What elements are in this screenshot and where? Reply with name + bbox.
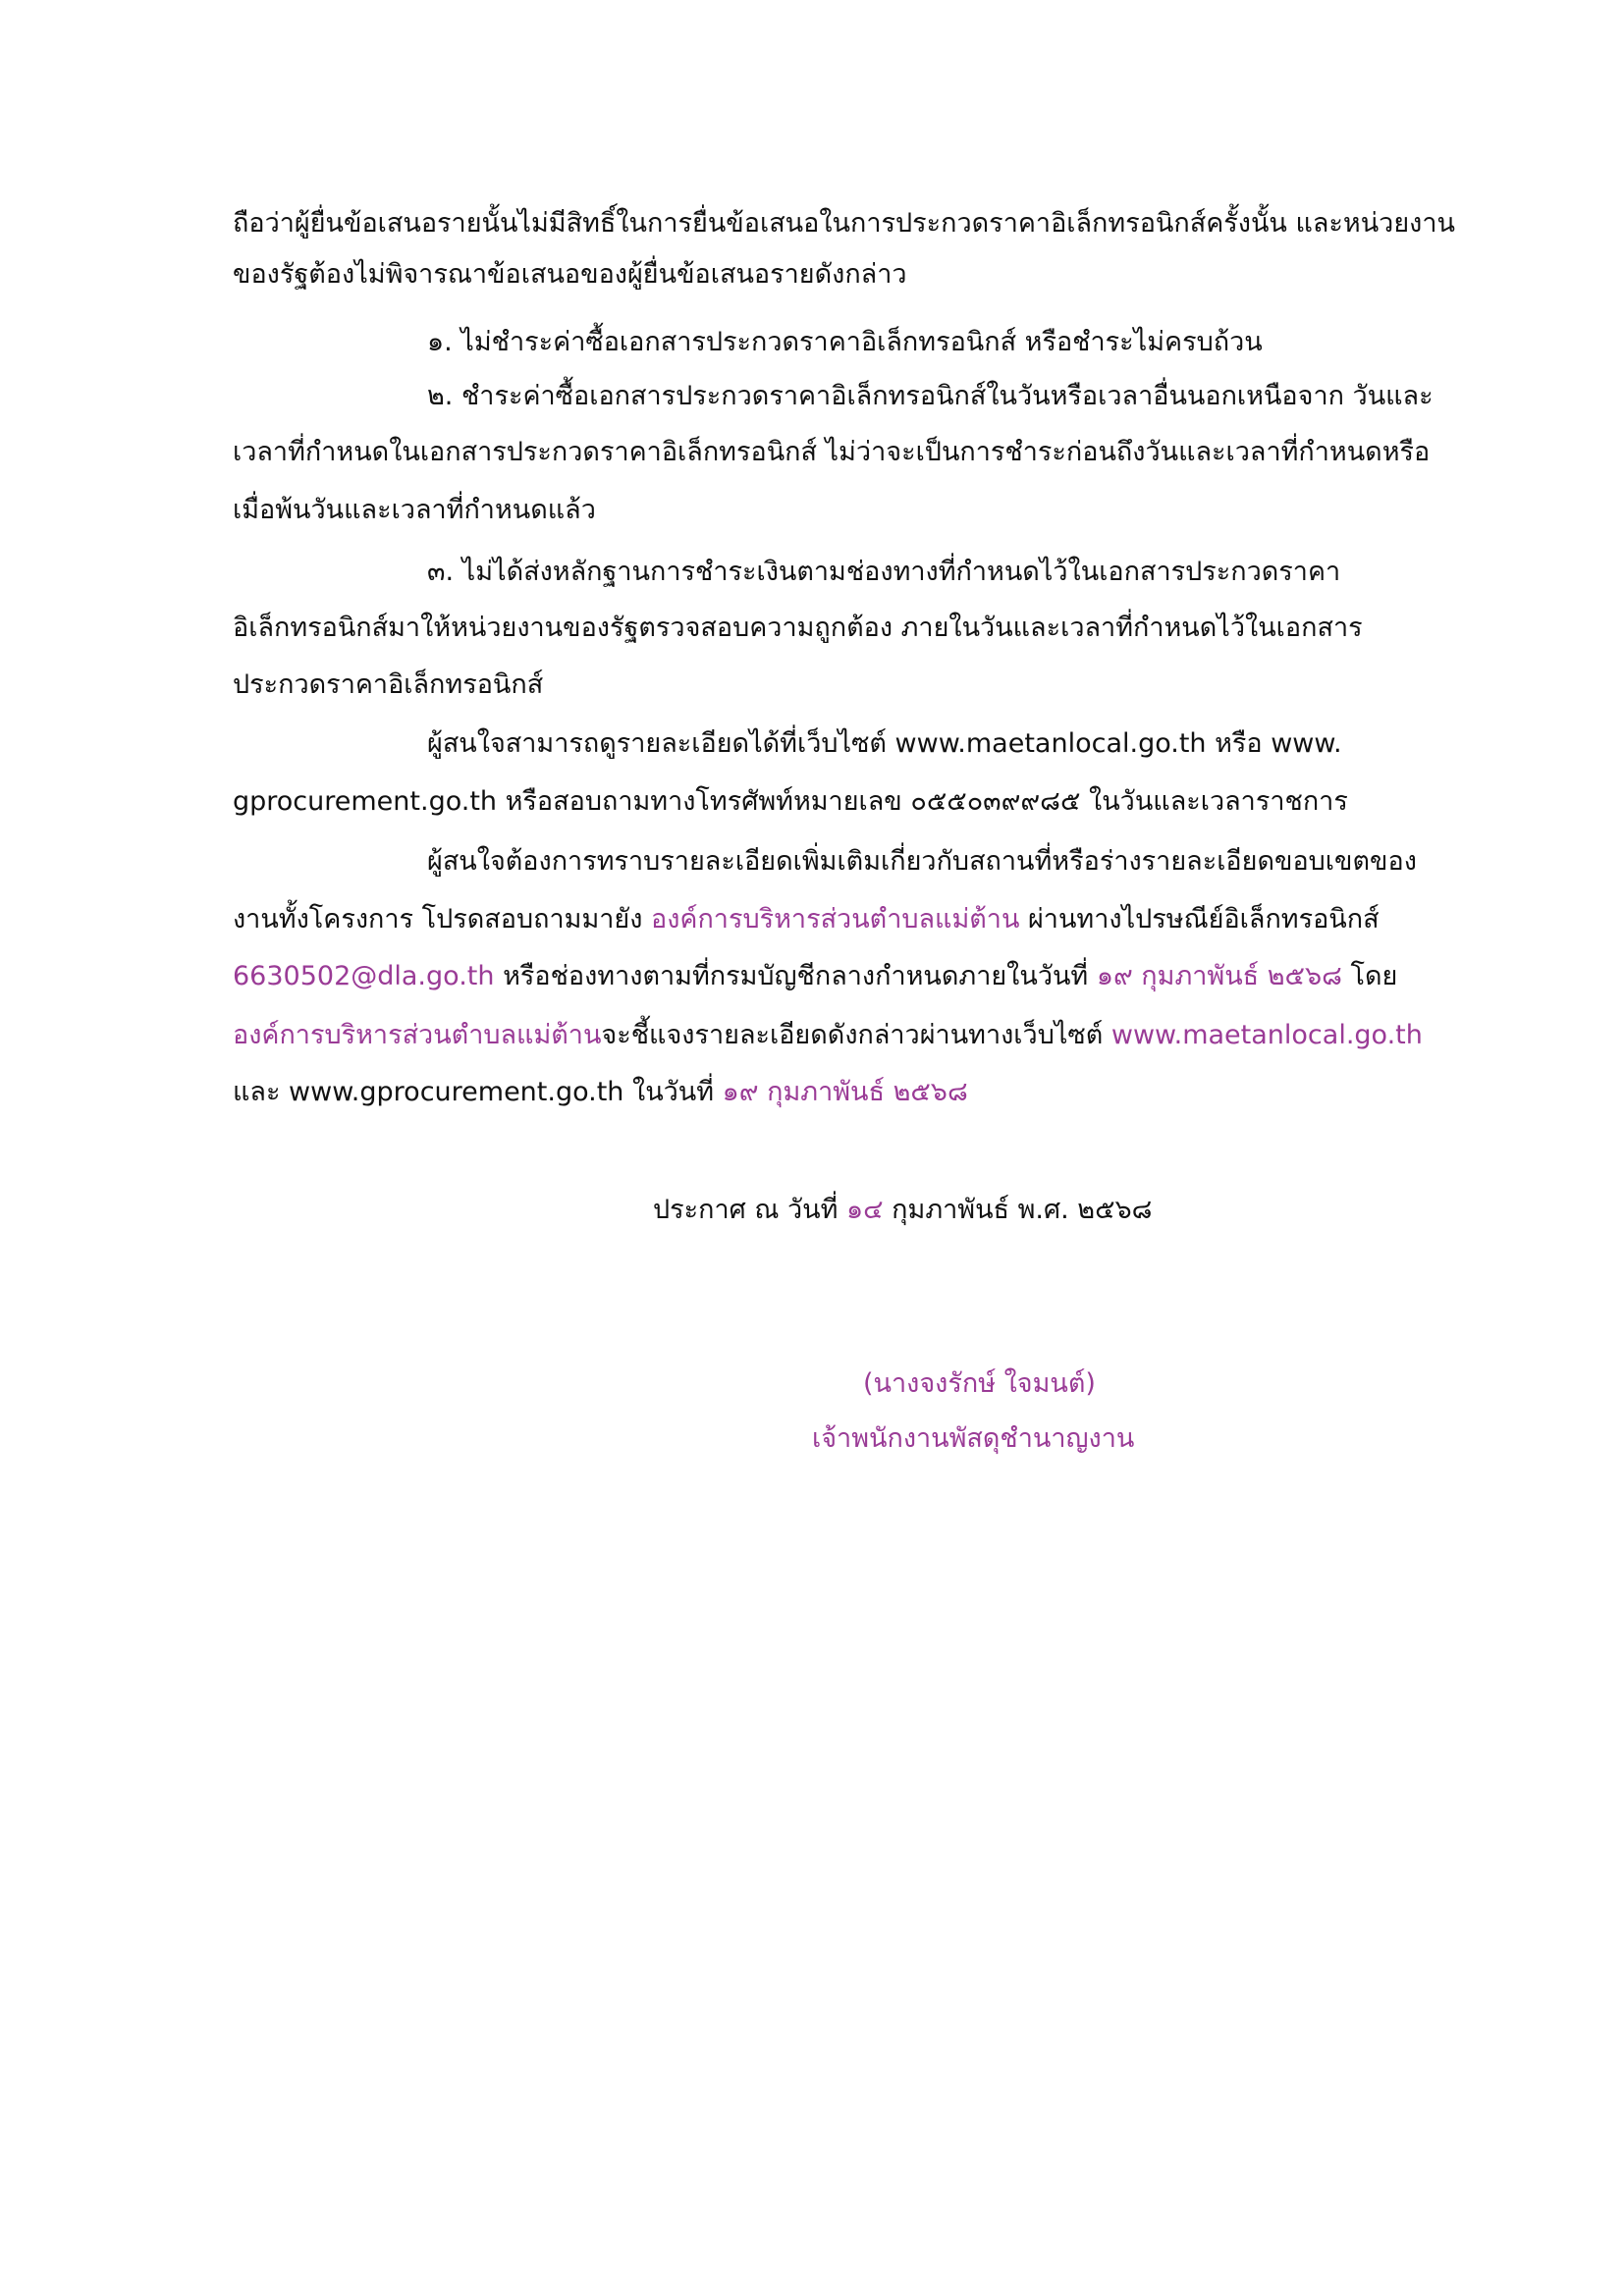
item3-line1: ๓. ไม่ได้ส่งหลักฐานการชำระเงินตามช่องทางที่กำหนดไว้ในเอกสารประกวดราคา xyxy=(427,557,1341,587)
item2-line1: ๒. ชำระค่าซื้อเอกสารประกวดราคาอิเล็กทรอนิกส์ในวันหรือเวลาอื่นนอกเหนือจาก วันและ xyxy=(427,381,1434,411)
contact2-line3 xyxy=(233,957,1397,996)
contact1-line2: gprocurement.go.th หรือสอบถามทางโทรศัพท์หมายเลข ๐๕๕๐๓๙๙๘๕ ในวันและเวลาราชการ xyxy=(233,786,1348,817)
contact2-line5 xyxy=(233,1073,968,1112)
contact2-line1: ผู้สนใจต้องการทราบรายละเอียดเพิ่มเติมเกี่ยวกับสถานที่หรือร่างรายละเอียดขอบเขตของ xyxy=(427,846,1417,877)
contact2-line5-text-a: และ www.gprocurement.go.th ในวันที่ xyxy=(233,1077,723,1107)
item1-line1: ๑. ไม่ชำระค่าซื้อเอกสารประกวดราคาอิเล็กทรอนิกส์ หรือชำระไม่ครบถ้วน xyxy=(427,327,1263,357)
announcement-date xyxy=(653,1191,1152,1230)
contact2-line2 xyxy=(233,900,1380,939)
website-link: www.maetanlocal.go.th xyxy=(1110,1020,1423,1050)
item2-line2: เวลาที่กำหนดในเอกสารประกวดราคาอิเล็กทรอนิกส์ ไม่ว่าจะเป็นการชำระก่อนถึงวันและเวลาที่กำหนดหรือ xyxy=(233,437,1431,467)
announcement-prefix: ประกาศ ณ วันที่ xyxy=(653,1195,847,1225)
announcement-rest: กุมภาพันธ์ พ.ศ. ๒๕๖๘ xyxy=(883,1195,1153,1225)
para1-line2: ของรัฐต้องไม่พิจารณาข้อเสนอของผู้ยื่นข้อเสนอรายดังกล่าว xyxy=(233,259,907,290)
item3-line2: อิเล็กทรอนิกส์มาให้หน่วยงานของรัฐตรวจสอบความถูกต้อง ภายในวันและเวลาที่กำหนดไว้ในเอกสาร xyxy=(233,613,1363,643)
deadline-date: ๑๙ กุมภาพันธ์ ๒๕๖๘ xyxy=(1096,961,1342,991)
organization-name: องค์การบริหารส่วนตำบลแม่ต้าน xyxy=(651,904,1020,934)
para1-line1: ถือว่าผู้ยื่นข้อเสนอรายนั้นไม่มีสิทธิ์ในการยื่นข้อเสนอในการประกวดราคาอิเล็กทรอนิกส์ครั้งนั้น และหน่วยงาน xyxy=(233,208,1455,239)
item2-line3: เมื่อพ้นวันและเวลาที่กำหนดแล้ว xyxy=(233,495,596,525)
announcement-day: ๑๔ xyxy=(846,1195,884,1225)
contact2-line3-text-b: หรือช่องทางตามที่กรมบัญชีกลางกำหนดภายในวันที่ xyxy=(494,961,1097,991)
item3-line3: ประกวดราคาอิเล็กทรอนิกส์ xyxy=(233,669,544,700)
contact2-line2-text-a: งานทั้งโครงการ โปรดสอบถามมายัง xyxy=(233,904,651,934)
explain-date: ๑๙ กุมภาพันธ์ ๒๕๖๘ xyxy=(722,1077,968,1107)
contact2-line3-text-c: โดย xyxy=(1341,961,1398,991)
organization-name-2: องค์การบริหารส่วนตำบลแม่ต้าน xyxy=(233,1020,602,1050)
email-address: 6630502@dla.go.th xyxy=(233,961,495,991)
contact2-line2-text-b: ผ่านทางไปรษณีย์อิเล็กทรอนิกส์ xyxy=(1019,904,1380,934)
contact1-line1: ผู้สนใจสามารถดูรายละเอียดได้ที่เว็บไซต์ www.maetanlocal.go.th หรือ www. xyxy=(427,728,1342,759)
signer-position: เจ้าพนักงานพัสดุชำนาญงาน xyxy=(812,1423,1135,1454)
signer-name: (นางจงรักษ์ ใจมนต์) xyxy=(863,1368,1096,1399)
contact2-line4 xyxy=(233,1016,1423,1055)
contact2-line4-text-b: จะชี้แจงรายละเอียดดังกล่าวผ่านทางเว็บไซต์ xyxy=(601,1020,1111,1050)
